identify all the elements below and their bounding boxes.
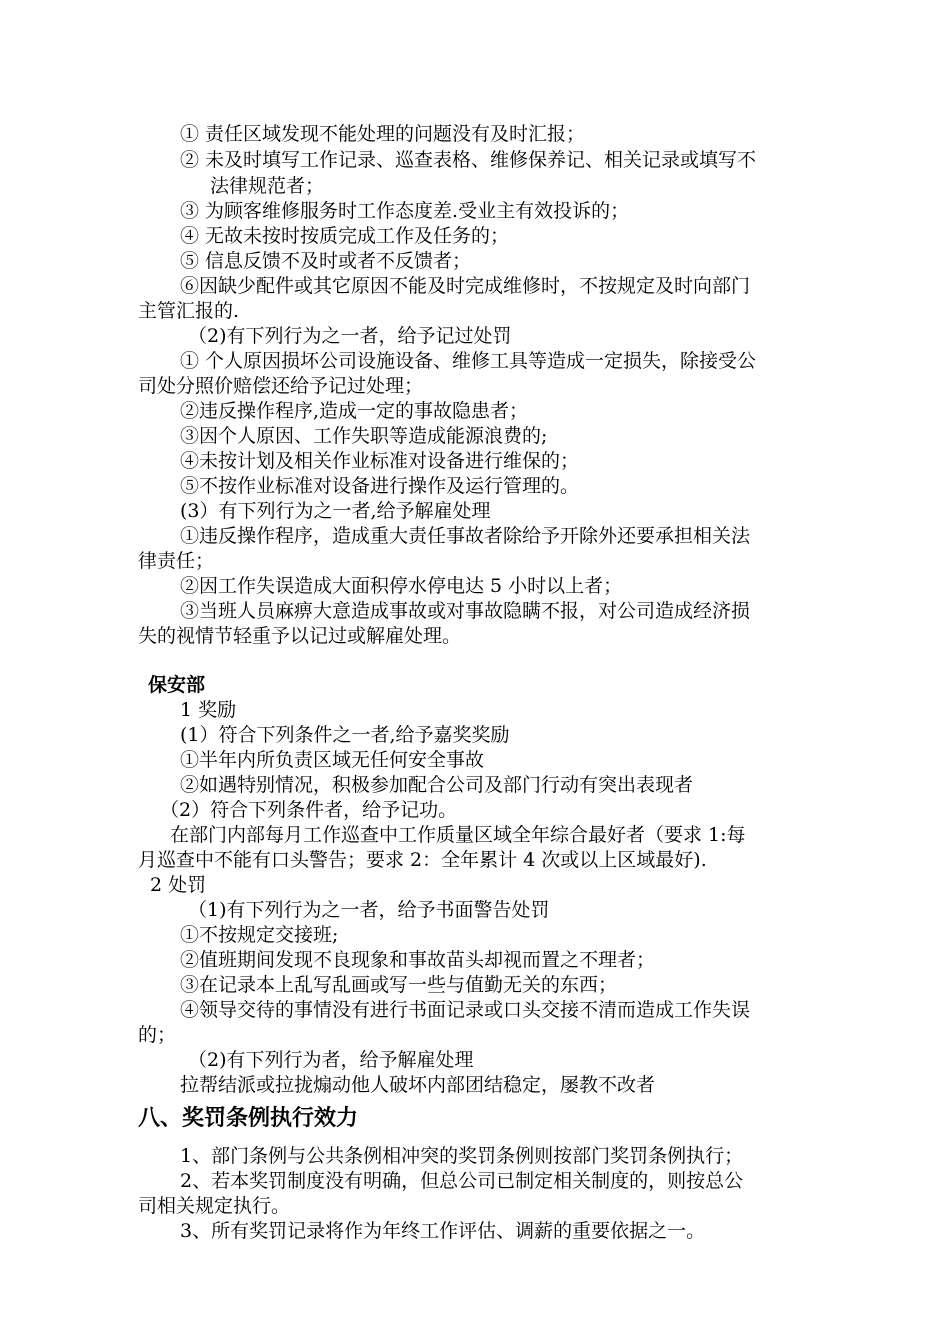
text-line: ③ 为顾客维修服务时工作态度差.受业主有效投诉的； xyxy=(180,200,630,222)
text-line: ③在记录本上乱写乱画或写一些与值勤无关的东西； xyxy=(180,974,618,996)
text-line: 法律规范者； xyxy=(210,175,325,197)
text-line: ②值班期间发现不良现象和事故苗头却视而置之不理者； xyxy=(180,949,656,971)
text-line: ⑤ 信息反馈不及时或者不反馈者； xyxy=(180,250,472,272)
text-line: 司相关规定执行。 xyxy=(138,1195,291,1217)
text-line: 的； xyxy=(138,1024,177,1046)
text-line: 律责任； xyxy=(138,550,215,572)
text-line: ①违反操作程序，造成重大责任事故者除给予开除外还要承担相关法 xyxy=(180,525,751,547)
text-line: 1、部门条例与公共条例相冲突的奖罚条例则按部门奖罚条例执行； xyxy=(180,1145,744,1167)
text-line: 3、所有奖罚记录将作为年终工作评估、调薪的重要依据之一。 xyxy=(180,1220,706,1242)
text-line: ① 责任区域发现不能处理的问题没有及时汇报； xyxy=(180,123,586,145)
text-line: ②如遇特别情况，积极参加配合公司及部门行动有突出表现者 xyxy=(180,774,694,796)
text-line: 拉帮结派或拉拢煽动他人破坏内部团结稳定，屡教不改者 xyxy=(180,1074,656,1096)
section-heading: （1)有下列行为之一者，给予书面警告处罚 xyxy=(188,899,550,921)
text-line: （2）符合下列条件者，给予记功。 xyxy=(160,799,458,821)
text-line: 失的视情节轻重予以记过或解雇处理。 xyxy=(138,625,462,647)
chapter-heading: 八、奖罚条例执行效力 xyxy=(138,1106,359,1131)
text-line: ③因个人原因、工作失职等造成能源浪费的; xyxy=(180,425,548,447)
text-line: ④ 无故未按时按质完成工作及任务的； xyxy=(180,225,510,247)
text-line: 2 处罚 xyxy=(150,874,207,896)
text-line: 主管汇报的. xyxy=(138,300,240,322)
section-heading: （2)有下列行为者，给予解雇处理 xyxy=(188,1049,474,1071)
section-heading: (3）有下列行为之一者,给予解雇处理 xyxy=(180,500,491,522)
text-line: ④未按计划及相关作业标准对设备进行维保的； xyxy=(180,450,580,472)
section-heading: （2)有下列行为之一者，给予记过处罚 xyxy=(188,325,512,347)
text-line: 司处分照价赔偿还给予记过处理； xyxy=(138,375,424,397)
text-line: (1）符合下列条件之一者,给予嘉奖奖励 xyxy=(180,724,510,746)
text-line: ⑥因缺少配件或其它原因不能及时完成维修时，不按规定及时向部门 xyxy=(180,275,751,297)
text-line: ① 个人原因损坏公司设施设备、维修工具等造成一定损失，除接受公 xyxy=(180,350,757,372)
text-line: ④领导交待的事情没有进行书面记录或口头交接不清而造成工作失误 xyxy=(180,999,751,1021)
text-line: 1 奖励 xyxy=(180,699,237,721)
text-line: ②违反操作程序,造成一定的事故隐患者； xyxy=(180,400,529,422)
text-line: 月巡查中不能有口头警告；要求 2：全年累计 4 次或以上区域最好). xyxy=(138,849,707,871)
text-line: ② 未及时填写工作记录、巡查表格、维修保养记、相关记录或填写不 xyxy=(180,149,757,171)
text-line: ②因工作失误造成大面积停水停电达 5 小时以上者； xyxy=(180,575,623,597)
text-line: 在部门内部每月工作巡查中工作质量区域全年综合最好者（要求 1:每 xyxy=(170,824,746,846)
text-line: 2、若本奖罚制度没有明确，但总公司已制定相关制度的，则按总公 xyxy=(180,1170,744,1192)
department-title: 保安部 xyxy=(148,674,206,696)
text-line: ①半年内所负责区域无任何安全事故 xyxy=(180,749,485,771)
text-line: ③当班人员麻痹大意造成事故或对事故隐瞒不报，对公司造成经济损 xyxy=(180,600,751,622)
text-line: ⑤不按作业标准对设备进行操作及运行管理的。 xyxy=(180,475,580,497)
text-line: ①不按规定交接班; xyxy=(180,924,339,946)
